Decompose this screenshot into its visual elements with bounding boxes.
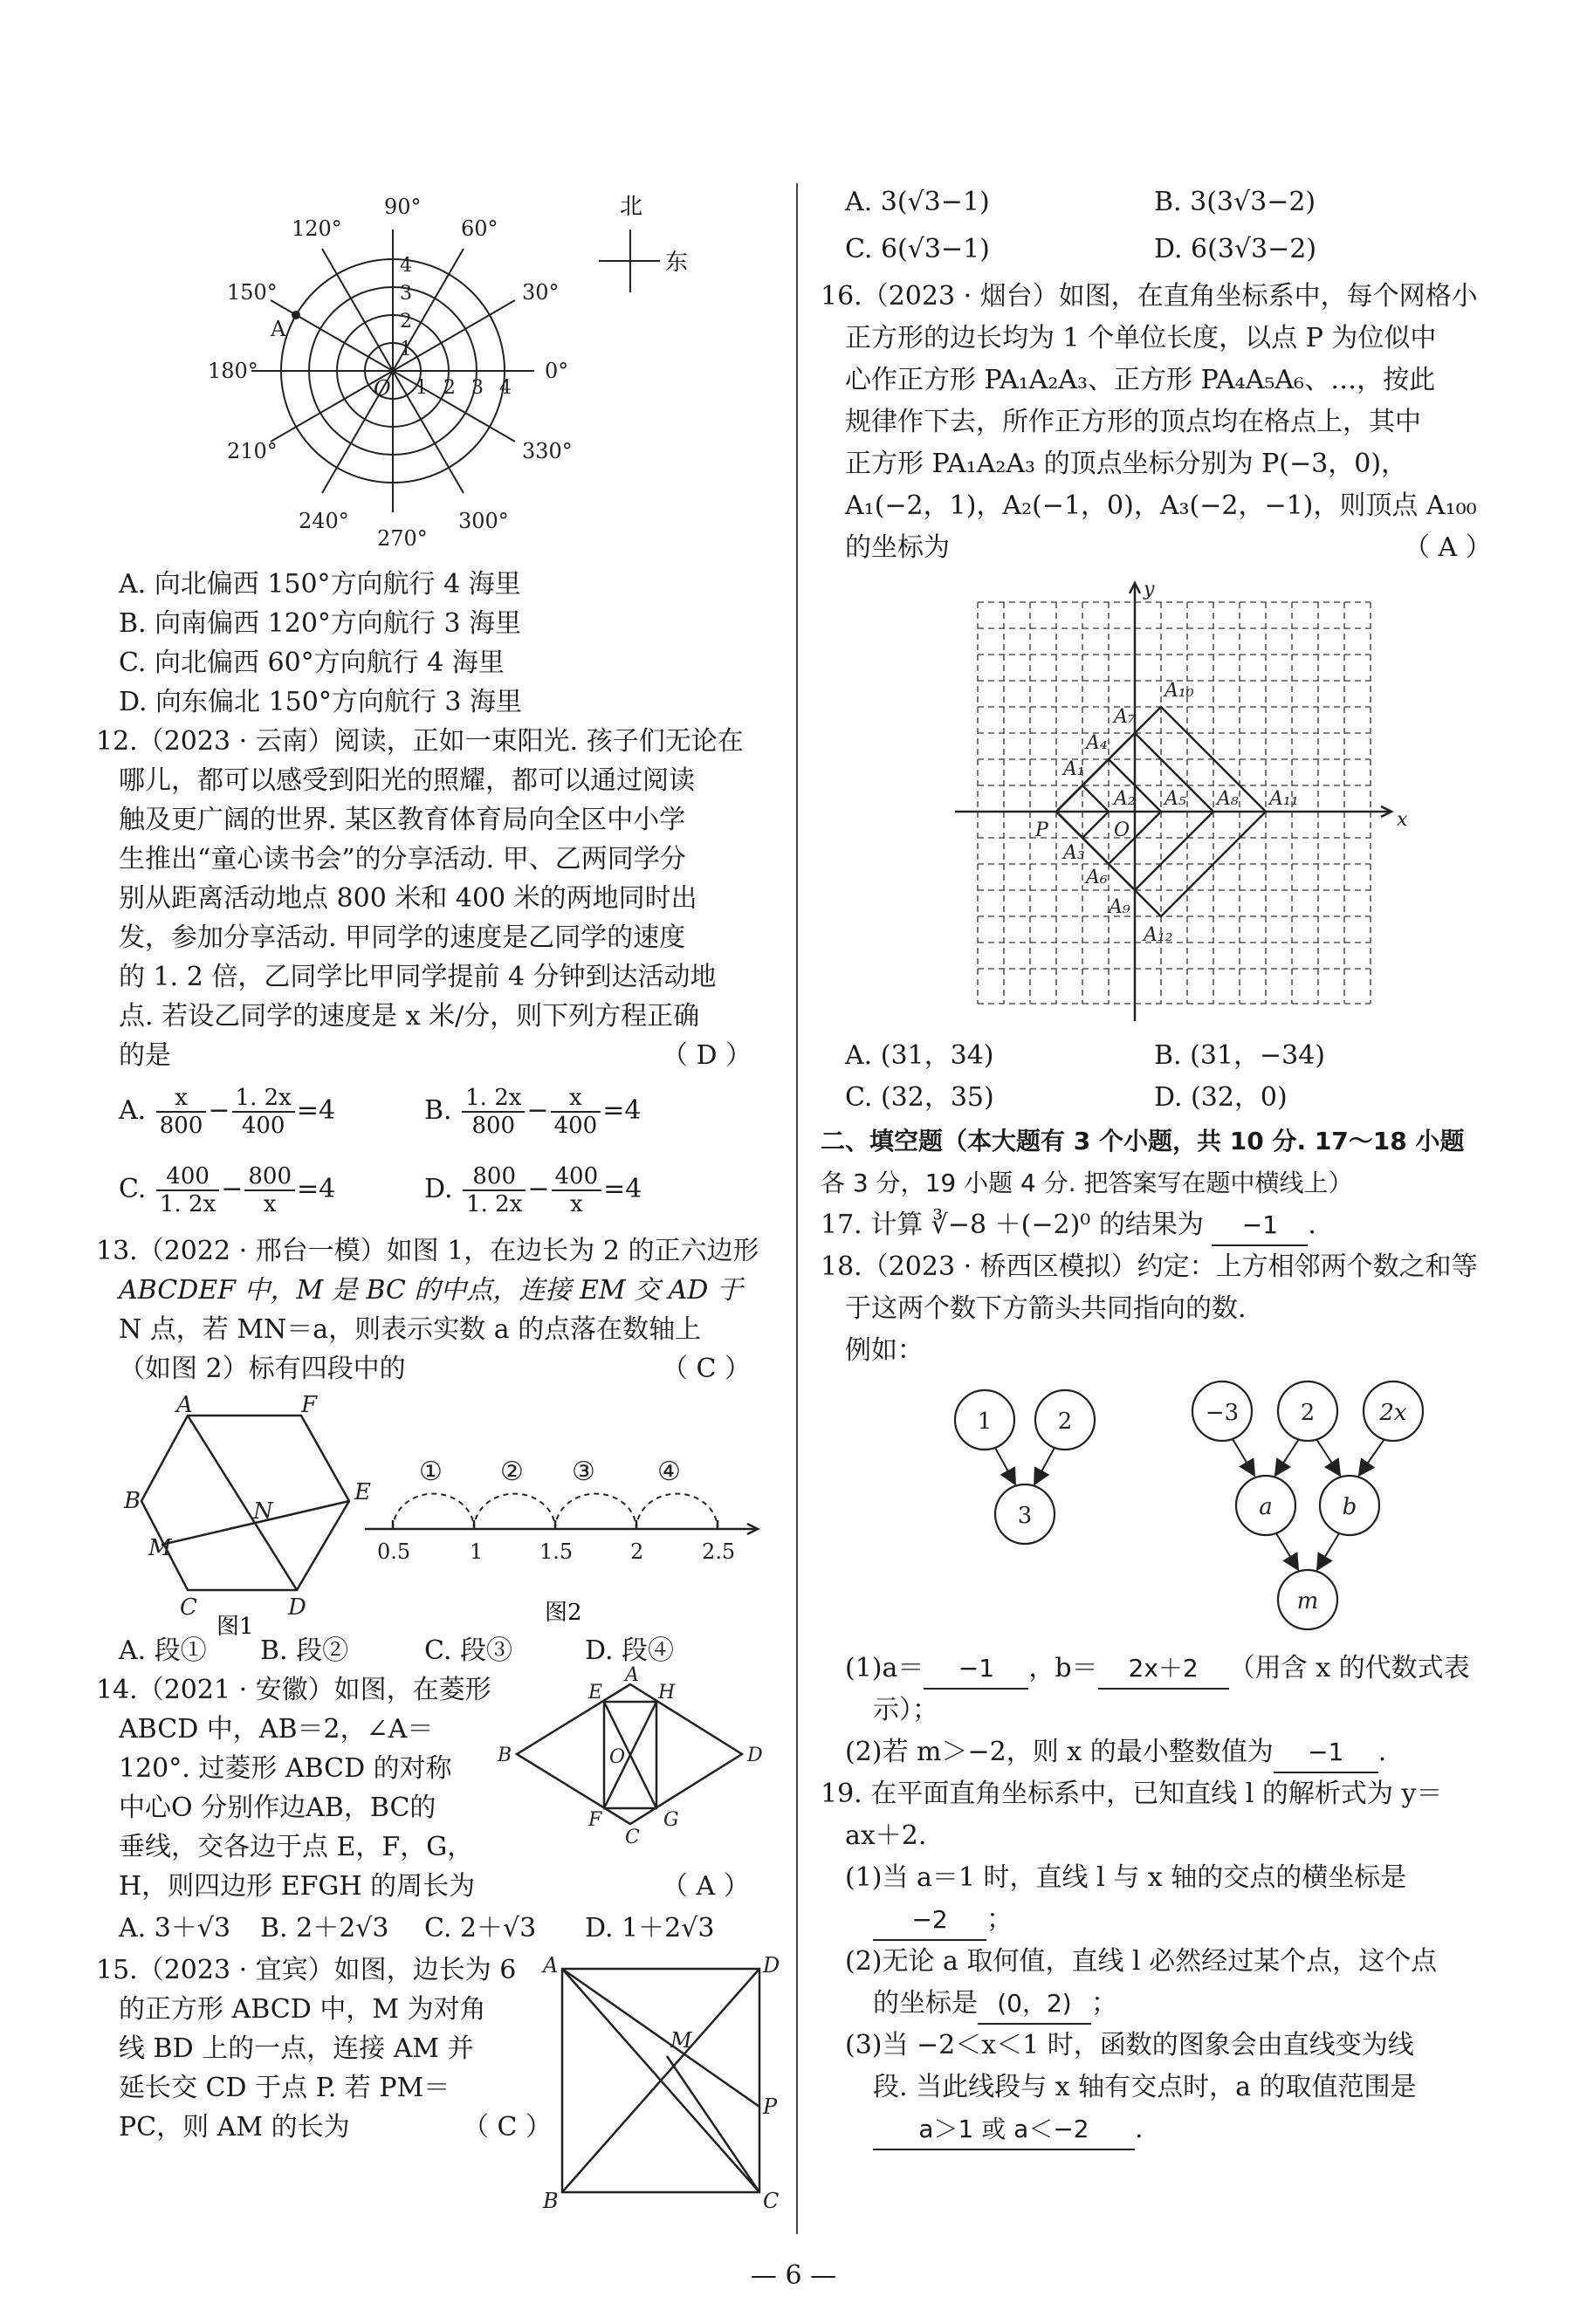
q12-line-6: 发，参加分享活动. 甲同学的速度是乙同学的速度 [119, 922, 686, 953]
point-a1: A₁ [1063, 758, 1085, 780]
q16-line-5: 正方形 PA₁A₂A₃ 的顶点坐标分别为 P(−3，0)， [845, 449, 1408, 479]
hex-f: F [301, 1392, 318, 1418]
tick-1.5: 1.5 [539, 1539, 574, 1564]
q15-option-d: D. 6(3√3−2) [1154, 234, 1317, 264]
q14-option-d: D. 1＋2√3 [585, 1913, 715, 1944]
column-divider [796, 183, 798, 2234]
q11-option-c: C. 向北偏西 60°方向航行 4 海里 [119, 648, 505, 678]
q14-line-2: ABCD 中，AB＝2，∠A＝ [119, 1714, 434, 1745]
ring-label-3: 3 [400, 283, 412, 305]
axis-origin: O [1114, 819, 1130, 841]
q13-line-4: （如图 2）标有四段中的 [119, 1354, 406, 1384]
hex-d: D [288, 1594, 306, 1621]
q17-answer-blank: −1 [1212, 1206, 1308, 1246]
q14-option-c: C. 2＋√3 [424, 1913, 537, 1944]
section-2-title: 二、填空题（本大题有 3 个小题，共 10 分. 17～18 小题 [821, 1127, 1465, 1155]
q12-line-2: 哪儿，都可以感受到阳光的照耀，都可以通过阅读 [119, 765, 695, 796]
q18-part-1: (1)a＝ −1 ，b＝ 2x＋2 （用含 x 的代数式表 [845, 1649, 1470, 1690]
q18-part-2: (2)若 m＞−2，则 x 的最小整数值为 −1 . [845, 1733, 1386, 1773]
q19-part-3-line-2: 段. 当此线段与 x 轴有交点时，a 的取值范围是 [873, 2072, 1417, 2102]
point-a3: A₃ [1063, 842, 1085, 864]
grid-coordinate-figure [955, 576, 1418, 1030]
q19-p1-blank: −2 [873, 1901, 986, 1941]
fraction: $\frac{x}{400}$ [551, 1085, 601, 1139]
ring-label-x4: 4 [499, 377, 512, 399]
polar-rays [251, 230, 534, 512]
fraction: $\frac{400}{1. 2x}$ [156, 1163, 219, 1217]
q13-option-b: B. 段② [260, 1635, 349, 1666]
sq-d: D [763, 1953, 780, 1978]
ring-label-x2: 2 [443, 377, 456, 399]
point-a12: A₁₂ [1144, 924, 1173, 946]
fraction: $\frac{x}{800}$ [156, 1085, 207, 1139]
direction-cross [599, 230, 660, 292]
ex1-node-2: 2 [1057, 1409, 1073, 1435]
q15-line-4: 延长交 CD 于点 P. 若 PM＝ [119, 2073, 450, 2103]
rh-c: C [625, 1827, 640, 1848]
q12-line-3: 触及更广阔的世界. 某区教育体育局向全区中小学 [119, 805, 686, 835]
point-a6: A₆ [1086, 867, 1108, 888]
fraction: $\frac{400}{x}$ [552, 1163, 602, 1217]
page-number: — 6 — [750, 2260, 837, 2291]
ring-label-x1: 1 [416, 377, 428, 399]
q12-line-4: 生推出“童心读书会”的分享活动. 甲、乙两同学分 [119, 844, 686, 874]
q14-line-1: 14.（2021 · 安徽）如图，在菱形 [96, 1675, 491, 1705]
q15-option-c: C. 6(√3−1) [845, 234, 990, 264]
q15-option-a: A. 3(√3−1) [845, 187, 990, 217]
fraction: $\frac{800}{1. 2x}$ [463, 1163, 526, 1217]
q19-part-2-line-2: 的坐标是 (0，2) ； [873, 1985, 1117, 2025]
angle-120: 120° [292, 216, 342, 241]
angle-150: 150° [227, 280, 278, 305]
point-a10: A₁₀ [1164, 680, 1194, 702]
q16-line-4: 规律作下去，所作正方形的顶点均在格点上，其中 [845, 407, 1421, 437]
origin-label: O [374, 376, 391, 401]
q16-line-3: 心作正方形 PA₁A₂A₃、正方形 PA₄A₅A₆、…，按此 [845, 365, 1436, 395]
ex2-node-2: 2 [1300, 1400, 1316, 1426]
segment-2: ② [500, 1457, 524, 1487]
fraction: $\frac{800}{x}$ [244, 1163, 295, 1217]
q13-option-a: A. 段① [119, 1635, 207, 1666]
rh-g: G [663, 1809, 679, 1831]
q18-a-blank: −1 [924, 1649, 1028, 1690]
ring-label-2: 2 [400, 311, 412, 332]
q15-line-2: 的正方形 ABCD 中，M 为对角 [119, 1994, 486, 2025]
q19-part-3-answer: a＞1 或 a＜−2 . [873, 2110, 1144, 2150]
q15-option-b: B. 3(3√3−2) [1154, 187, 1316, 217]
q19-part-2-line-1: (2)无论 a 取何值，直线 l 必然经过某个点，这个点 [845, 1946, 1438, 1977]
q16-option-a: A. (31，34) [845, 1040, 994, 1071]
ex1-node-1: 1 [977, 1409, 993, 1435]
q12-line-8: 点. 若设乙同学的速度是 x 米/分，则下列方程正确 [119, 1001, 700, 1032]
point-p: P [1035, 819, 1048, 841]
sq-p: P [763, 2094, 778, 2119]
ex2-node-neg3: −3 [1205, 1400, 1240, 1426]
rhombus-figure [498, 1665, 777, 1875]
rh-b: B [498, 1745, 512, 1766]
ex1-node-3: 3 [1017, 1503, 1033, 1529]
north-label: 北 [620, 194, 643, 220]
hex-m: M [148, 1535, 172, 1561]
segment-3: ③ [572, 1457, 595, 1487]
q15-line-3: 线 BD 上的一点，连接 AM 并 [119, 2033, 474, 2064]
ex2-node-m: m [1296, 1588, 1319, 1614]
q12-option-c: C. $\frac{400}{1. 2x}$ − $\frac{800}{x}$ =4 [119, 1163, 336, 1217]
q16-option-d: D. (32，0) [1154, 1082, 1288, 1113]
ring-label-x3: 3 [471, 377, 484, 399]
q19-line-3: (1)当 a＝1 时，直线 l 与 x 轴的交点的横坐标是 [845, 1862, 1407, 1893]
q13-option-d: D. 段④ [585, 1635, 675, 1666]
sq-a: A [543, 1953, 559, 1978]
q11-option-d: D. 向东偏北 150°方向航行 3 海里 [119, 687, 523, 717]
fraction: $\frac{1. 2x}{800}$ [462, 1085, 525, 1139]
tick-1: 1 [470, 1539, 484, 1564]
polar-grid-figure [208, 188, 777, 551]
sq-b: B [543, 2189, 559, 2213]
hex-a: A [176, 1392, 193, 1418]
point-a5: A₅ [1164, 788, 1186, 810]
point-a-marker [292, 311, 300, 319]
angle-90: 90° [384, 195, 422, 219]
ring-label-1: 1 [400, 339, 412, 360]
angle-330: 330° [522, 439, 573, 463]
sq-c: C [763, 2189, 780, 2213]
q16-option-b: B. (31，−34) [1154, 1040, 1326, 1071]
sq-m: M [670, 2028, 692, 2053]
q18-line-1: 18.（2023 · 桥西区模拟）约定：上方相邻两个数之和等 [821, 1251, 1478, 1282]
angle-0: 0° [545, 359, 569, 383]
point-a11: A₁₁ [1269, 788, 1299, 810]
point-a7: A₇ [1114, 706, 1136, 728]
ring-label-4: 4 [400, 255, 412, 277]
q11-option-b: B. 向南偏西 120°方向航行 3 海里 [119, 608, 522, 639]
q17-line: 17. 计算 ∛−8 ＋(−2)⁰ 的结果为 −1 . [821, 1206, 1316, 1246]
q12-option-b: B. $\frac{1. 2x}{800}$ − $\frac{x}{400}$ =4 [424, 1085, 642, 1139]
q16-line-2: 正方形的边长均为 1 个单位长度，以点 P 为位似中 [845, 323, 1437, 353]
angle-60: 60° [461, 216, 498, 241]
q18-p2-blank: −1 [1274, 1733, 1378, 1773]
point-a-label: A [271, 317, 286, 341]
rh-e: E [588, 1682, 603, 1704]
q14-line-3: 120°. 过菱形 ABCD 的对称 [119, 1753, 452, 1784]
sum-tree-figure [925, 1375, 1467, 1636]
q16-option-c: C. (32，35) [845, 1082, 994, 1113]
hex-b: B [124, 1488, 141, 1514]
rh-h: H [658, 1682, 676, 1704]
hex-c: C [180, 1594, 197, 1621]
q13-line-3: N 点，若 MN＝a，则表示实数 a 的点落在数轴上 [119, 1314, 702, 1345]
point-a2: A₂ [1114, 788, 1136, 810]
east-label: 东 [665, 250, 689, 276]
hex-e: E [354, 1479, 371, 1505]
q18-line-2: 于这两个数下方箭头共同指向的数. [845, 1293, 1247, 1324]
q19-part-3-line-1: (3)当 −2＜x＜1 时，函数的图象会由直线变为线 [845, 2030, 1414, 2060]
q12-line-9: 的是 [119, 1040, 171, 1071]
q19-line-1: 19. 在平面直角坐标系中，已知直线 l 的解析式为 y＝ [821, 1779, 1443, 1809]
rh-o: O [609, 1746, 626, 1768]
q14-line-6: H，则四边形 EFGH 的周长为 [119, 1871, 476, 1902]
q14-answer: （ A ） [662, 1871, 750, 1902]
fraction: $\frac{1. 2x}{400}$ [232, 1085, 295, 1139]
q15-answer: （ C ） [463, 2112, 553, 2142]
q13-line-2: ABCDEF 中，M 是 BC 的中点，连接 EM 交 AD 于 [119, 1275, 743, 1306]
point-a9: A₉ [1109, 896, 1130, 918]
q13-option-c: C. 段③ [424, 1635, 512, 1666]
q14-line-5: 垂线，交各边于点 E，F，G， [119, 1832, 474, 1862]
hexagon-figure [122, 1392, 384, 1640]
q14-line-4: 中心O 分别作边AB，BC的 [119, 1793, 436, 1823]
q16-line-1: 16.（2023 · 烟台）如图，在直角坐标系中，每个网格小 [821, 281, 1478, 312]
q16-line-6: A₁(−2，1)，A₂(−1，0)，A₃(−2，−1)，则顶点 A₁₀₀ [845, 490, 1477, 521]
fig1-caption: 图1 [216, 1614, 254, 1640]
point-a8: A₈ [1217, 788, 1239, 810]
q16-line-7: 的坐标为 [845, 532, 950, 563]
q11-option-a: A. 向北偏西 150°方向航行 4 海里 [119, 569, 521, 600]
rh-a: A [625, 1664, 639, 1686]
rh-d: D [747, 1745, 763, 1766]
fig2-caption: 图2 [545, 1600, 582, 1626]
angle-240: 240° [299, 509, 349, 533]
q16-answer: （ A ） [1404, 532, 1492, 563]
q12-option-d: D. $\frac{800}{1. 2x}$ − $\frac{400}{x}$ =4 [424, 1163, 642, 1217]
tick-0.5: 0.5 [377, 1539, 411, 1564]
section-2-subtitle: 各 3 分，19 小题 4 分. 把答案写在题中横线上） [821, 1169, 1353, 1197]
q19-part-1-answer: −2 ； [873, 1901, 1013, 1941]
point-a4: A₄ [1086, 732, 1108, 754]
q19-p3-blank: a＞1 或 a＜−2 [873, 2110, 1135, 2150]
q19-line-2: ax＋2. [845, 1820, 927, 1851]
ex2-node-a: a [1259, 1494, 1273, 1520]
rh-f: F [588, 1809, 602, 1831]
segment-4: ④ [657, 1457, 681, 1487]
angle-300: 300° [458, 509, 509, 533]
q18-b-blank: 2x＋2 [1098, 1649, 1229, 1690]
q12-option-a: A. $\frac{x}{800}$ − $\frac{1. 2x}{400}$ =4 [119, 1085, 336, 1139]
q13-answer: （ C ） [662, 1354, 752, 1384]
number-line-figure [358, 1396, 777, 1636]
ex2-node-b: b [1342, 1494, 1357, 1520]
q12-line-7: 的 1. 2 倍，乙同学比甲同学提前 4 分钟到达活动地 [119, 962, 717, 992]
q14-option-b: B. 2＋2√3 [260, 1913, 389, 1944]
q15-line-1: 15.（2023 · 宜宾）如图，边长为 6 [96, 1955, 517, 1985]
q14-option-a: A. 3＋√3 [119, 1913, 231, 1944]
q15-line-5: PC，则 AM 的长为 [119, 2112, 350, 2142]
tick-2: 2 [630, 1539, 644, 1564]
axis-x: x [1397, 809, 1408, 831]
q13-line-1: 13.（2022 · 邢台一模）如图 1，在边长为 2 的正六边形 [96, 1236, 759, 1266]
square-figure [539, 1951, 784, 2213]
q18-part-1-tail: 示）； [873, 1695, 938, 1725]
axis-y: y [1144, 579, 1155, 600]
tick-2.5: 2.5 [702, 1539, 736, 1564]
angle-30: 30° [522, 280, 560, 305]
segment-1: ① [419, 1457, 443, 1487]
angle-270: 270° [377, 526, 428, 551]
q12-line-5: 别从距离活动地点 800 米和 400 米的两地同时出 [119, 883, 697, 914]
q12-line-1: 12.（2023 · 云南）阅读，正如一束阳光. 孩子们无论在 [96, 726, 744, 757]
hex-n: N [253, 1498, 273, 1525]
ex2-node-2x: 2x [1379, 1400, 1407, 1426]
q19-p2-blank: (0，2) [978, 1985, 1091, 2025]
angle-210: 210° [227, 439, 278, 463]
q12-answer: （ D ） [662, 1040, 752, 1071]
angle-180: 180° [208, 359, 258, 383]
q18-line-3: 例如： [845, 1335, 924, 1366]
